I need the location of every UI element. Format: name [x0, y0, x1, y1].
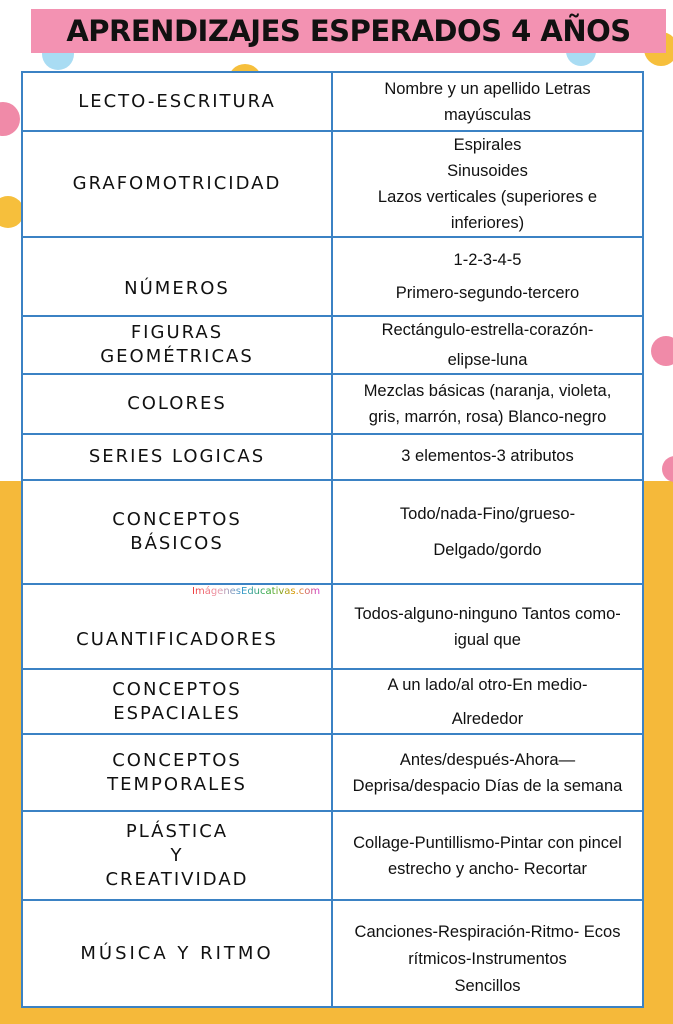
- area-cell: COLORES: [23, 375, 333, 433]
- area-cell: LECTO-ESCRITURA: [23, 73, 333, 130]
- content-cell: Nombre y un apellido Letras mayúsculas: [384, 79, 591, 124]
- area-cell: SERIES LOGICAS: [23, 435, 333, 479]
- content-cell: 1-2-3-4-5 Primero-segundo-tercero: [395, 250, 580, 302]
- content-cell: Collage-Puntillismo-Pintar con pincel estrecho y ancho- Recortar: [353, 833, 622, 878]
- content-cell: Antes/después-Ahora— Deprisa/despacio Días de la semana: [352, 750, 623, 795]
- content-cell: Mezclas básicas (naranja, violeta, gris, marrón, rosa) Blanco-negro: [363, 382, 612, 426]
- table-row: [23, 735, 642, 812]
- area-cell: FIGURAS GEOMÉTRICAS: [23, 317, 333, 373]
- table-row: [23, 481, 642, 585]
- page-title: APRENDIZAJES ESPERADOS 4 AÑOS: [66, 14, 631, 48]
- content-cell: A un lado/al otro-En medio- Alrededor: [387, 675, 588, 728]
- area-cell: CONCEPTOS ESPACIALES: [23, 670, 333, 733]
- confetti-dot: [0, 102, 20, 136]
- content-cell: 3 elementos-3 atributos: [401, 447, 574, 465]
- content-cell: Canciones-Respiración-Ritmo- Ecos rítmicos-Instrumentos Sencillos: [354, 923, 621, 995]
- area-cell: GRAFOMOTRICIDAD: [23, 132, 333, 236]
- confetti-dot: [651, 336, 673, 366]
- table-row: [23, 317, 642, 375]
- table-row: [23, 73, 642, 132]
- title-banner: [31, 9, 666, 53]
- content-cell: Rectángulo-estrella-corazón- elipse-luna: [381, 321, 594, 369]
- area-cell: CONCEPTOS TEMPORALES: [23, 735, 333, 810]
- table-row: [23, 585, 642, 670]
- watermark-text: ImágenesEducativas.com: [192, 586, 321, 597]
- learning-table: [21, 71, 644, 1008]
- table-row: [23, 375, 642, 435]
- content-cell: Espirales Sinusoides Lazos verticales (superiores e inferiores): [377, 136, 598, 232]
- confetti-dot: [662, 456, 673, 482]
- area-cell: PLÁSTICA Y CREATIVIDAD: [23, 812, 333, 899]
- area-cell: CONCEPTOS BÁSICOS: [23, 481, 333, 583]
- table-row: [23, 901, 642, 1006]
- content-cell: Todo/nada-Fino/grueso- Delgado/gordo: [399, 505, 576, 559]
- content-cell: Todos-alguno-ninguno Tantos como- igual que: [354, 604, 621, 649]
- area-cell: MÚSICA Y RITMO: [23, 901, 333, 1006]
- table-row: [23, 435, 642, 481]
- table-row: [23, 670, 642, 735]
- area-cell: CUANTIFICADORES: [23, 585, 333, 668]
- table-row: [23, 132, 642, 238]
- area-cell: NÚMEROS: [23, 238, 333, 315]
- table-row: [23, 812, 642, 901]
- table-row: [23, 238, 642, 317]
